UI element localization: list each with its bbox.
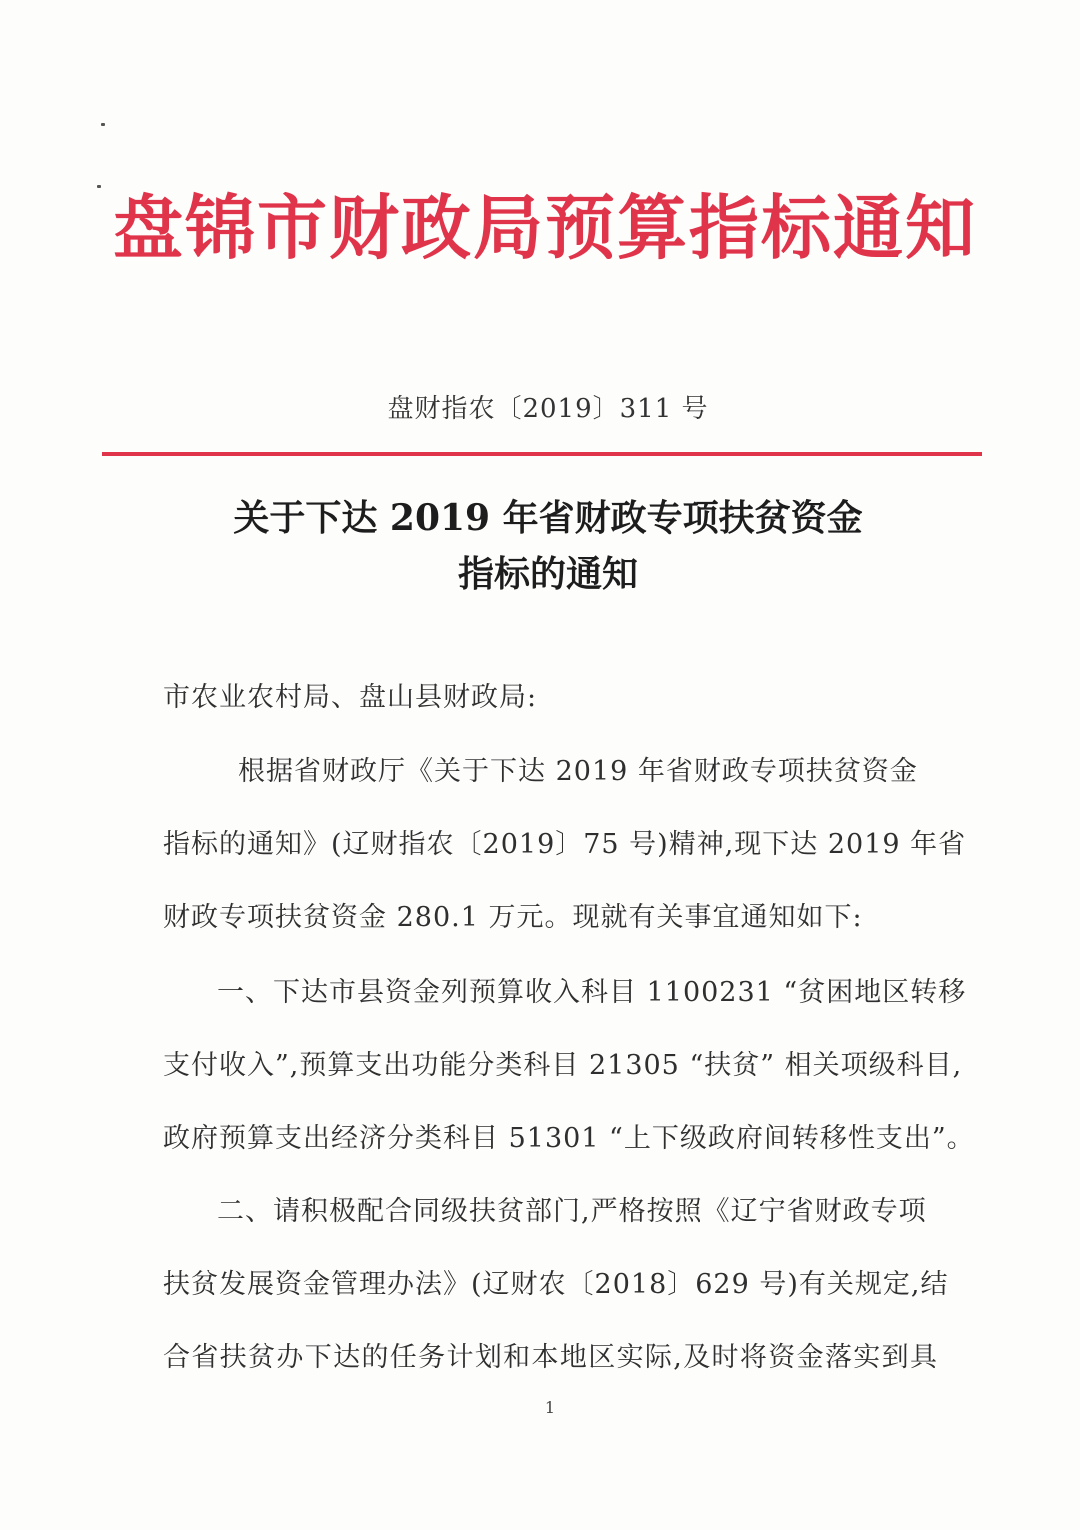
issuer-header-title: 盘锦市财政局预算指标通知 — [113, 187, 977, 269]
body-item-1-line-1: 一、下达市县资金列预算收入科目 1100231 “贫困地区转移 — [217, 977, 967, 1008]
notice-title-line-1: 关于下达 2019 年省财政专项扶贫资金 — [233, 497, 863, 539]
scan-speck — [101, 123, 105, 126]
body-paragraph-1-line-2: 指标的通知》(辽财指农〔2019〕75 号)精神,现下达 2019 年省 — [163, 829, 967, 860]
body-item-1-line-2: 支付收入”,预算支出功能分类科目 21305 “扶贫” 相关项级科目, — [163, 1050, 963, 1081]
addressee-line: 市农业农村局、盘山县财政局: — [163, 682, 538, 713]
page-number: 1 — [544, 1398, 556, 1417]
body-item-2-line-3: 合省扶贫办下达的任务计划和本地区实际,及时将资金落实到具 — [163, 1342, 938, 1373]
body-paragraph-1-line-3: 财政专项扶贫资金 280.1 万元。现就有关事宜通知如下: — [163, 902, 863, 933]
body-item-1-line-3: 政府预算支出经济分类科目 51301 “上下级政府间转移性支出”。 — [163, 1123, 975, 1154]
notice-title — [0, 490, 1080, 602]
body-item-2-line-2: 扶贫发展资金管理办法》(辽财农〔2018〕629 号)有关规定,结 — [163, 1269, 949, 1300]
notice-title-line-2: 指标的通知 — [457, 553, 638, 595]
red-divider-line — [102, 452, 982, 456]
body-item-2-line-1: 二、请积极配合同级扶贫部门,严格按照《辽宁省财政专项 — [217, 1196, 927, 1227]
body-paragraph-1-line-1: 根据省财政厅《关于下达 2019 年省财政专项扶贫资金 — [238, 756, 918, 787]
document-number: 盘财指农〔2019〕311 号 — [387, 394, 709, 424]
